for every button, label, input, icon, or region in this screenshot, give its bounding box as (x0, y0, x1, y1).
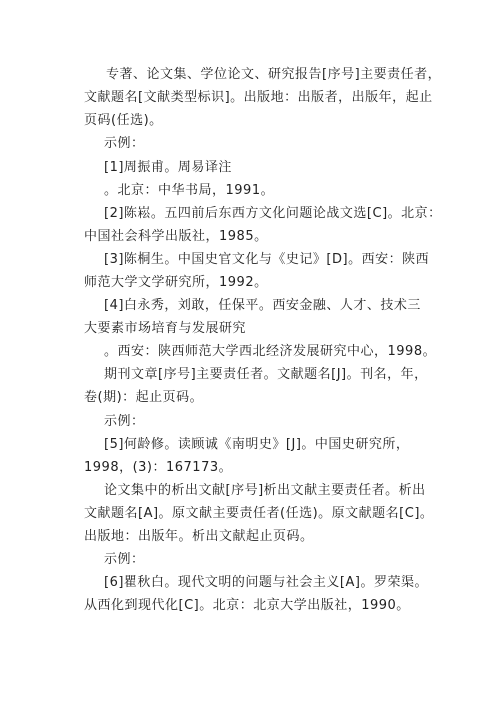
text-line-5: [1]周振甫。周易译注 (104, 160, 232, 175)
text-line-13: 。西安：陕西师范大学西北经济发展研究中心，1998。 (104, 344, 437, 359)
text-line-22: 示例： (104, 552, 145, 567)
text-line-4: 示例： (104, 136, 145, 151)
text-line-24: 从西化到现代化[C]。北京：北京大学出版社，1990。 (84, 598, 410, 613)
text-line-10: 师范大学文学研究所，1992。 (84, 275, 268, 290)
text-line-2: 文献题名[文献类型标识]。出版地：出版者，出版年，起止 (84, 90, 433, 105)
text-line-19: 论文集中的析出文献[序号]析出文献主要责任者。析出 (104, 483, 426, 498)
text-line-17: [5]何龄修。读顾诚《南明史》[J]。中国史研究所， (104, 437, 410, 452)
text-line-11: [4]白永秀，刘敢，任保平。西安金融、人才、技术三 (104, 298, 421, 313)
text-line-7: [2]陈崧。五四前后东西方文化问题论战文选[C]。北京： (104, 206, 442, 221)
text-line-1: 专著、论文集、学位论文、研究报告[序号]主要责任者， (106, 67, 442, 82)
text-line-23: [6]瞿秋白。现代文明的问题与社会主义[A]。罗荣渠。 (104, 575, 428, 590)
text-line-12: 大要素市场培育与发展研究 (84, 321, 247, 336)
text-line-16: 示例： (104, 414, 145, 429)
text-line-8: 中国社会科学出版社，1985。 (84, 229, 268, 244)
text-line-6: 。北京：中华书局，1991。 (104, 183, 275, 198)
text-line-9: [3]陈桐生。中国史官文化与《史记》[D]。西安：陕西 (104, 252, 430, 267)
text-line-14: 期刊文章[序号]主要责任者。文献题名[J]。刊名，年， (104, 367, 428, 382)
text-line-20: 文献题名[A]。原文献主要责任者(任选)。原文献题名[C]。 (84, 506, 434, 521)
text-line-15: 卷(期)：起止页码。 (84, 390, 204, 405)
text-line-3: 页码(任选)。 (84, 113, 163, 128)
text-line-21: 出版地：出版年。析出文献起止页码。 (84, 529, 314, 544)
text-line-18: 1998，(3)：167173。 (84, 460, 233, 475)
